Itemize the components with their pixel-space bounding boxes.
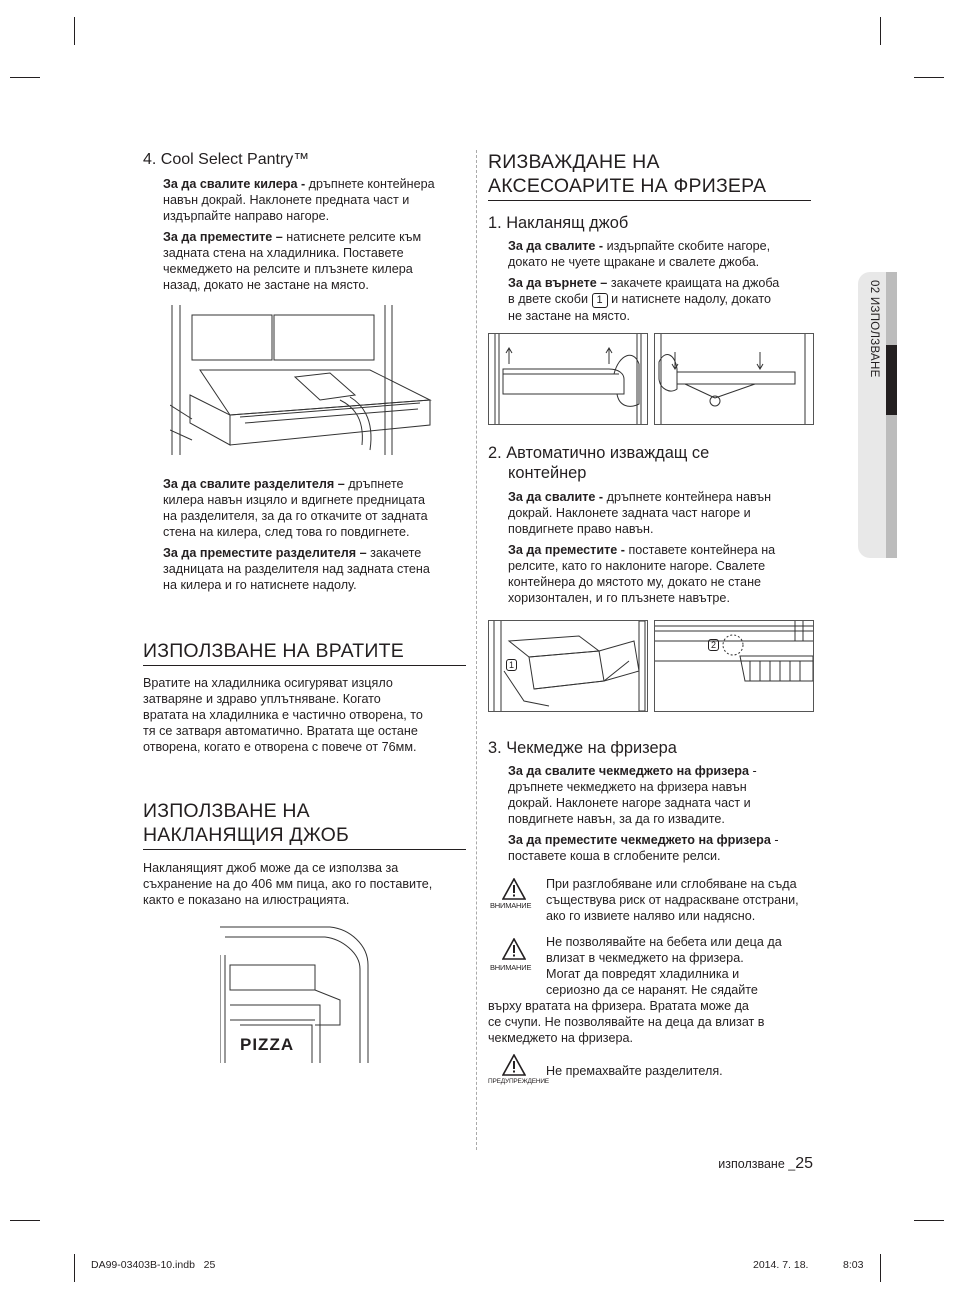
tilt-pocket-heading: ИЗПОЛЗВАНЕ НА НАКЛАНЯЩИЯ ДЖОБ <box>143 800 349 846</box>
pantry-replace-text: За да преместите – натиснете релсите към задната стена на хладилника. Поставете чекмеджето на релсите и плъзнете килера назад, докато не застане на място. <box>163 230 422 292</box>
freezer-drawer-title: 3. Чекмедже на фризера <box>488 739 677 757</box>
divider-text-block <box>163 476 468 593</box>
callout-badge: 2 <box>708 639 719 651</box>
freezer-accessories-heading: RИЗВАЖДАНЕ НА АКСЕСОАРИТЕ НА ФРИЗЕРА <box>488 151 767 197</box>
crop-mark <box>74 17 75 45</box>
crop-mark <box>10 77 40 78</box>
crop-mark <box>914 1220 944 1221</box>
print-date: 2014. 7. 18. <box>753 1259 809 1271</box>
tilting-pocket-title: 1. Накланящ джоб <box>488 214 629 232</box>
warning-note <box>488 1054 813 1088</box>
crop-mark <box>914 77 944 78</box>
drawer-remove-text: За да свалите чекмеджето на фризера - дръпнете чекмеджето на фризера навън докрай. Наклонете нагоре задната част и повдигнете навън, за да го извадите. <box>508 764 757 826</box>
divider-replace-text: За да преместите разделителя – закачете задницата на разделителя над задната стена на килера и го натиснете надолу. <box>163 546 430 592</box>
column-divider <box>476 150 477 1150</box>
caution-1-text: При разглобяване или сглобяване на съда съществува риск от надрaскване отстрани, ако го извиете наляво или надясно. <box>546 877 799 923</box>
pantry-illustration <box>170 305 455 455</box>
caution-2-text-indented: Не позволявайте на бебета или деца да влизат в чекмеджето на фризера. Могат да повредят хладилника и сериозно да се наранят. Не сядайте <box>546 935 782 997</box>
tilt-pocket-text: Накланящият джоб може да се използва за съхранение на до 406 мм пица, ако го поставите, както е показано на илюстрацията. <box>143 861 433 907</box>
heading-rule <box>143 849 466 850</box>
print-time: 8:03 <box>843 1259 864 1271</box>
drawer-text-block <box>508 763 813 864</box>
caution-label: ВНИМАНИЕ <box>490 963 532 972</box>
container-replace-figure <box>654 620 814 712</box>
pizza-label: PIZZA <box>240 1035 295 1054</box>
container-text-block <box>508 489 813 606</box>
caution-1 <box>488 876 813 928</box>
container-remove-figure <box>488 620 648 712</box>
warning-text: Не премахвайте разделителя. <box>546 1064 723 1078</box>
drawer-replace-text: За да преместите чекмеджето на фризера - поставете коша в сглобените релси. <box>508 833 779 863</box>
caution-2-text-full: върху вратата на фризера. Вратата може да се счупи. Не позволявайте на деца да влизат в чекмеджето на фризера. <box>488 999 765 1045</box>
auto-container-title: 2. Автоматично изваждащ се контейнер <box>488 444 710 482</box>
page-number: 25 <box>795 1155 813 1172</box>
warning-triangle-icon <box>502 938 526 960</box>
pocket-replace-figure <box>654 333 814 425</box>
callout-badge: 1 <box>592 293 608 308</box>
crop-mark <box>10 1220 40 1221</box>
heading-rule <box>488 200 811 201</box>
left-column <box>143 150 468 293</box>
container-replace-drawing <box>655 621 813 711</box>
pantry-drawing <box>170 305 455 455</box>
callout-badge: 1 <box>506 659 517 671</box>
side-tab <box>858 272 897 558</box>
file-slug: DA99-03403B-10.indb 25 <box>91 1259 216 1271</box>
container-replace-text: За да преместите - поставете контейнера на релсите, като го наклоните нагоре. Свалете контейнера до мястото му, докато не стане хоризонтален, и го плъзнете навътре. <box>508 543 776 605</box>
caution-label: ВНИМАНИЕ <box>490 901 532 910</box>
container-remove-text: За да свалите - дръпнете контейнера навън докрай. Наклонете задната част нагоре и повдигнете право навън. <box>508 490 772 536</box>
pantry-title: 4. Cool Select Pantry™ <box>143 151 310 168</box>
warning-triangle-icon <box>502 1054 526 1076</box>
warning-triangle-icon <box>502 878 526 900</box>
doors-text: Вратите на хладилника осигуряват изцяло затваряне и здраво уплътняване. Когато вратата на хладилника е частично отворена, то тя се затваря автоматично. Вратата ще остане отворена, когато е отворена с повече от 76мм. <box>143 676 423 754</box>
page-label: използване _ <box>718 1157 796 1171</box>
doors-heading: ИЗПОЛЗВАНЕ НА ВРАТИТЕ <box>143 640 404 662</box>
heading-rule <box>143 665 466 666</box>
crop-mark <box>880 17 881 45</box>
pocket-replace-text: За да върнете – закачете краищата на джоба в двете скоби 1 и натиснете надолу, докато не застане на място. <box>508 276 780 323</box>
crop-mark <box>880 1254 881 1282</box>
pizza-illustration <box>220 925 370 1063</box>
caution-2 <box>488 934 818 1050</box>
pocket-replace-drawing <box>655 334 813 424</box>
pocket-text-block <box>508 238 813 324</box>
warning-label: ПРЕДУПРЕЖДЕНИЕ <box>488 1078 549 1085</box>
crop-mark <box>74 1254 75 1282</box>
divider-remove-text: За да свалите разделителя – дръпнете килера навън изцяло и вдигнете предницата на разделителя, за да го откачите от задната стена на килера, след това го повдигнете. <box>163 477 428 539</box>
pocket-remove-figure <box>488 333 648 425</box>
pocket-remove-drawing <box>489 334 647 424</box>
side-tab-label: 02 ИЗПОЛЗВАНЕ <box>868 280 880 378</box>
pocket-remove-text: За да свалите - издърпайте скобите нагоре, докато не чуете щракане и свалете джоба. <box>508 239 771 269</box>
page-number-area <box>698 1155 813 1173</box>
pantry-remove-text: За да свалите килера - дръпнете контейнера навън докрай. Наклонете предната част и издърпайте направо нагоре. <box>163 177 435 223</box>
